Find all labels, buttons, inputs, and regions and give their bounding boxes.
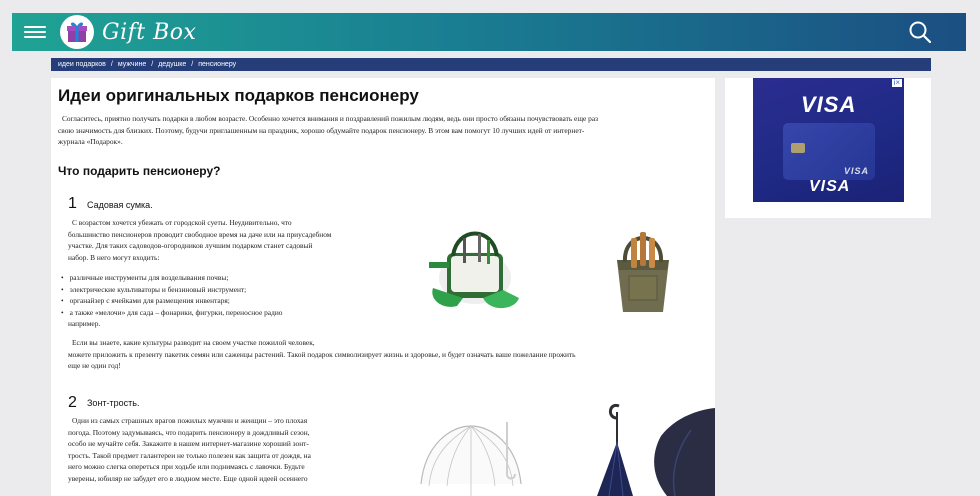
text-line: например. (68, 319, 101, 328)
logo-text[interactable]: Gift Box (102, 19, 197, 45)
garden-tool-set-image (423, 218, 523, 318)
text-line: Если вы знаете, какие культуры разводит на своем участке пожилой человек, (72, 338, 315, 347)
text-line: участке. Для таких садоводов-огородников лучшим подарком станет садовый (68, 241, 313, 250)
breadcrumb-item[interactable]: идеи подарков (58, 61, 106, 68)
bullet-list (61, 272, 381, 318)
breadcrumb-separator: / (191, 61, 194, 68)
ad-close-icon[interactable]: i× (893, 78, 900, 87)
breadcrumb (51, 58, 931, 71)
search-icon[interactable] (908, 20, 932, 44)
text-line: большинство пенсионеров проводит свободное время на даче или на приусадебном (68, 229, 332, 239)
text-line: набор. В него могут входить: (68, 252, 160, 262)
intro-line: журнала «Подарок». (58, 137, 123, 146)
intro-line: свою значимость для близких. Поэтому, будучи приглашенным на праздник, хорошо обдумайте подарок пенсионеру. В этом вам помогут 10 лучших идей от интернет- (58, 125, 585, 135)
section-paragraph (68, 217, 388, 263)
visa-logo-bottom: VISA (809, 178, 851, 195)
list-item: • а также «мелочи» для сада – фонарики, фигурки, переносное радио (61, 307, 381, 319)
text-line: С возрастом хочется убежать от городской суеты. Неудивительно, что (72, 218, 292, 227)
section-number: 2 (68, 394, 77, 411)
text-line: трость. Такой предмет галантереи не только полезен как защита от дождя, на (68, 450, 311, 460)
text-line: него можно слегка опереться при ходьбе или поднимаясь с лавочки. Будьте (68, 462, 305, 471)
hamburger-icon[interactable] (24, 23, 46, 41)
sidebar (725, 78, 931, 218)
credit-card-icon (783, 123, 875, 180)
section-paragraph (68, 337, 708, 372)
list-item: • электрические культиваторы и бензиновый инструмент; (61, 284, 381, 296)
breadcrumb-item[interactable]: дедушке (158, 61, 187, 68)
breadcrumb-separator: / (151, 61, 154, 68)
list-item: • различные инструменты для возделывания почвы; (61, 272, 381, 284)
visa-ad-banner[interactable] (753, 78, 904, 202)
intro-line: Согласитесь, приятно получать подарки в любом возрасте. Особенно хочется внимания и поздравлений пожилым людям, ведь они просто обязаны почувствовать еще раз (62, 114, 599, 123)
section-title: Садовая сумка. (87, 200, 153, 210)
intro-paragraph (58, 113, 713, 148)
text-line: особо не мучайте себя. Закажите в нашем интернет-магазине хороший зонт- (68, 439, 309, 448)
list-item: • органайзер с ячейками для размещения инвентаря; (61, 295, 381, 307)
text-line: уверены, юбиляр не забудет его в людном месте. Еще одной идеей осеннего (68, 473, 308, 483)
breadcrumb-separator: / (110, 61, 113, 68)
text-line: Одни из самых страшных врагов пожилых мужчин и женщин – это плохая (72, 416, 308, 425)
text-line: можете приложить к презенту пакетик семян или саженцы растений. Такой подарок символизирует жизнь и здоровье, и будет означать ваше пожелание прожить (68, 349, 576, 359)
article-content (51, 78, 715, 496)
reverse-umbrella-image (591, 396, 715, 496)
breadcrumb-item[interactable]: пенсионеру (198, 61, 237, 68)
section-title: Зонт-трость. (87, 398, 140, 408)
breadcrumb-item[interactable]: мужчине (117, 61, 147, 68)
gift-box-icon[interactable] (60, 15, 94, 49)
site-header (12, 13, 966, 51)
section-paragraph (68, 415, 388, 484)
canvas-garden-bag-image (603, 220, 683, 320)
visa-logo-top: VISA (801, 92, 857, 117)
page-title: Идеи оригинальных подарков пенсионеру (58, 86, 419, 105)
text-line: погода. Поэтому задумываясь, что подарить пенсионеру в дождливый сезон, (68, 427, 310, 437)
section-number: 1 (68, 195, 77, 212)
card-visa-logo: VISA (843, 166, 869, 176)
section-heading: Что подарить пенсионеру? (58, 164, 221, 178)
transparent-umbrella-image (411, 414, 531, 496)
text-line: еще не один год! (68, 361, 121, 370)
